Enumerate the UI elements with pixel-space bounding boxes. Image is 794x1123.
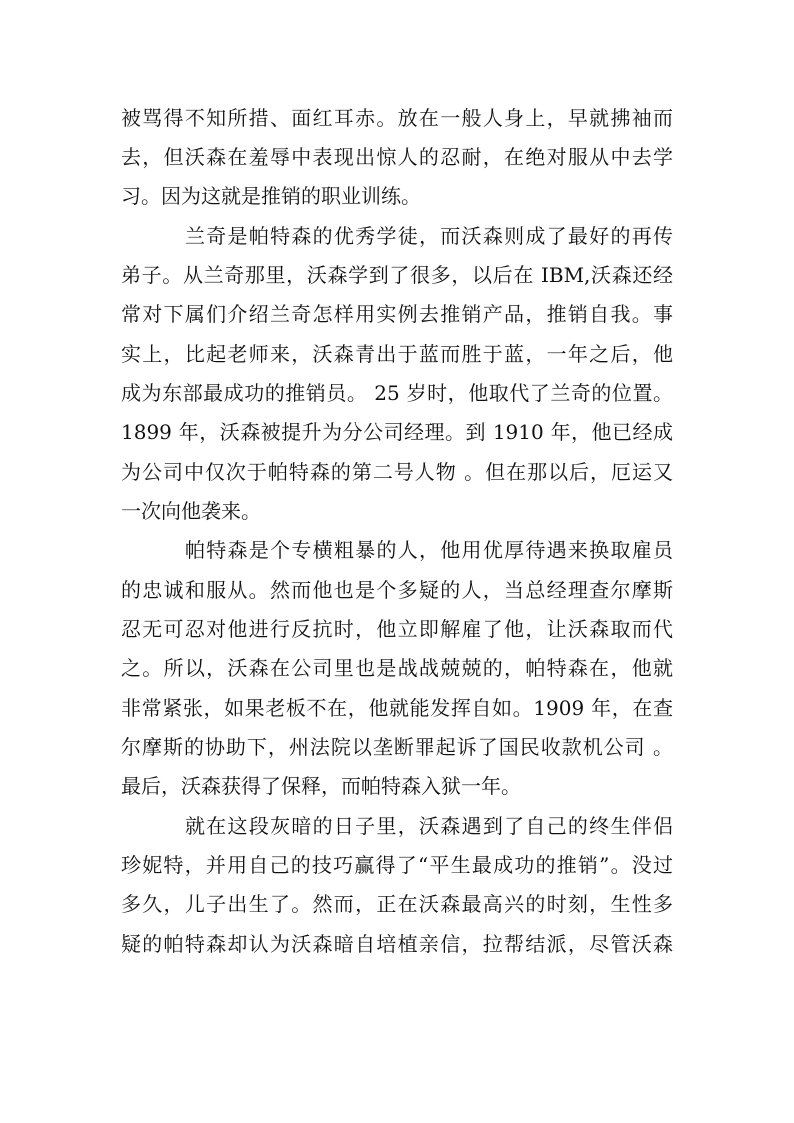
text-line: 1899 年，沃森被提升为分公司经理。到 1910 年，他已经成 [121, 420, 673, 444]
text-line: 为公司中仅次于帕特森的第二号人物 。但在那以后，厄运又 [121, 460, 673, 484]
text-line: 去，但沃森在羞辱中表现出惊人的忍耐，在绝对服从中去学 [121, 145, 673, 169]
paragraph-first-line: 就在这段灰暗的日子里，沃森遇到了自己的终生伴侣 [185, 814, 673, 838]
text-line: 实上，比起老师来，沃森青出于蓝而胜于蓝，一年之后，他 [121, 342, 673, 366]
text-line: 尔摩斯的协助下，州法院以垄断罪起诉了国民收款机公司 。 [121, 735, 673, 759]
text-line: 多久，儿子出生了。然而，正在沃森最高兴的时刻，生性多 [121, 892, 673, 916]
paragraph-first-line: 帕特森是个专横粗暴的人，他用优厚待遇来换取雇员 [185, 538, 673, 562]
text-line: 珍妮特，并用自己的技巧赢得了“平生最成功的推销”。没过 [121, 853, 673, 877]
text-line: 弟子。从兰奇那里，沃森学到了很多，以后在 IBM,沃森还经 [121, 263, 673, 287]
text-line: 的忠诚和服从。然而他也是个多疑的人，当总经理查尔摩斯 [121, 578, 673, 602]
text-line: 习。因为这就是推销的职业训练。 [121, 184, 421, 208]
text-line: 被骂得不知所措、面红耳赤。放在一般人身上，早就拂袖而 [121, 106, 673, 130]
text-line: 最后，沃森获得了保释，而帕特森入狱一年。 [121, 774, 521, 798]
text-line: 忍无可忍对他进行反抗时，他立即解雇了他，让沃森取而代 [121, 617, 673, 641]
text-line: 一次向他袭来。 [121, 499, 261, 523]
text-line: 疑的帕特森却认为沃森暗自培植亲信，拉帮结派，尽管沃森 [121, 932, 673, 956]
text-line: 非常紧张，如果老板不在，他就能发挥自如。1909 年，在查 [121, 696, 673, 720]
text-line: 之。所以，沃森在公司里也是战战兢兢的，帕特森在，他就 [121, 656, 673, 680]
text-line: 成为东部最成功的推销员。 25 岁时，他取代了兰奇的位置。 [121, 381, 673, 405]
text-line: 常对下属们介绍兰奇怎样用实例去推销产品，推销自我。事 [121, 302, 673, 326]
paragraph-first-line: 兰奇是帕特森的优秀学徒，而沃森则成了最好的再传 [185, 224, 673, 248]
